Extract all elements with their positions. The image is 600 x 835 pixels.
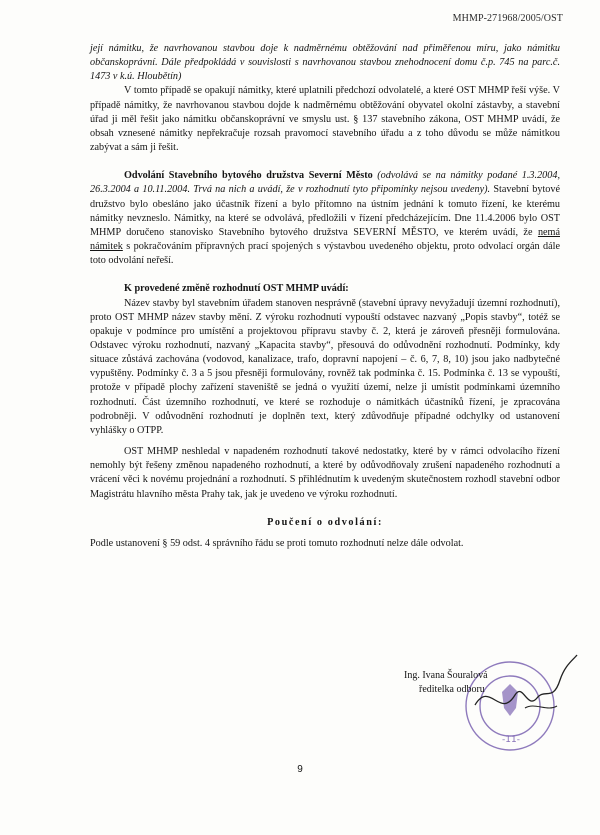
appeal-instructions-text: Podle ustanovení § 59 odst. 4 správního řádu se proti tomuto rozhodnutí nelze dále odvolat. bbox=[90, 537, 464, 549]
signatory-title: ředitelka odboru bbox=[419, 684, 485, 695]
page-number: 9 bbox=[297, 764, 303, 775]
changes-heading: K provedené změně rozhodnutí OST MHMP uvádí: bbox=[124, 283, 349, 295]
appeal-instructions-heading: Poučení o odvolání: bbox=[267, 516, 383, 528]
sbd-no-objections: nemá námitek bbox=[90, 226, 560, 253]
sbd-appeal-heading: Odvolání Stavebního bytového družstva Severní Město bbox=[124, 170, 373, 182]
document-body bbox=[90, 42, 560, 551]
paragraph-repeated-objections: V tomto případě se opakují námitky, které uplatnili předchozí odvolatelé, a které OST MHMP řeší výše. V případě námitky, že navrhovanou stavbou dojde k nadměrnému obtěžování obyvatel okolní zástavby, a stavební úřad ji měl řešit jako námitku občanskoprávní ve smyslu ust. § 137 stavebního zákona, OST MHMP uvádí, že obsah vznesené námitky nepřekračuje rozsah pravomocí stavebního úřadu a z toho důvodu se může námitkou zabývat a sám ji řešit. bbox=[90, 85, 560, 154]
signatory-name: Ing. Ivana Šouralová bbox=[404, 670, 488, 681]
paragraph-conclusion: OST MHMP neshledal v napadeném rozhodnutí takové nedostatky, které by v rámci odvolacího řízení nemohly být řešeny změnou napadeného rozhodnutí, a které by odůvodňovaly zrušení napadeného rozhodnutí a vrácení věci k novému projednání a rozhodnutí. S přihlédnutím k uvedeným skutečnostem rozhodl stavební odbor Magistrátu hlavního města Prahy tak, jak je uvedeno ve výroku rozhodnutí. bbox=[90, 446, 560, 500]
paragraph-sbd-appeal bbox=[90, 169, 560, 268]
stamp-number: -11- bbox=[502, 735, 520, 745]
document-reference: MHMP-271968/2005/OST bbox=[452, 13, 563, 24]
sbd-appeal-text: Stavební bytové družstvo bylo obesláno jako účastník řízení a bylo přítomno na ústním jednání k tomuto řízení, ke kterému námitky nevzneslo. Námitky, na které se odvolává, předložili v řízení předcházejícím. Dne 11.4.2006 bylo OST MHMP doručeno stanovisko Stavebního bytového družstva SEVERNÍ MĚSTO, ve kterém uvádí, že bbox=[90, 184, 560, 238]
sbd-appeal-end: s pokračováním přípravných prací spojených s výstavbou uvedeného objektu, proto odvolací orgán dále toto odvolání neřeší. bbox=[90, 241, 560, 267]
paragraph-changes: Název stavby byl stavebním úřadem stanoven nesprávně (stavební úpravy nevyžadují územní rozhodnutí), proto OST MHMP název stavby mění. Z výroku rozhodnutí vypouští odstavec nazvaný „Popis stavby“, totéž se opakuje v podmínce pro umístění a projektovou přípravu stavby č. 2, která je zároveň přesněji formulována. Odstavec výroku rozhodnutí, nazvaný „Kapacita stavby“, přesouvá do odůvodnění rozhodnutí. Podmínky, kdy situace zůstává zachována (vodovod, kanalizace, trafo, dopravní napojení – č. 6, 7, 8, 10) jsou jako nadbytečné vypuštěny. Podmínky č. 3 a 5 jsou přesněji formulovány, rovněž tak podmínka č. 15. Podmínka č. 13 se vypouští, protože v případě plochy zařízení staveniště se jedná o využití území, nelze ji umístit podmínkami územního rozhodnutí. Část územního rozhodnutí, ve které se rozhoduje o námitkách účastníků řízení, je zpracována podrobněji. V odůvodnění rozhodnutí je doplněn text, který zdůvodňuje případné odchylky od ustanovení vyhlášky o OTPP. bbox=[90, 297, 560, 436]
signature-block bbox=[404, 669, 488, 697]
sbd-appeal-note: (odvolává se na námitky podané 1.3.2004, 26.3.2004 a 10.11.2004. Trvá na nich a uvádí, že v rozhodnutí tyto připomínky nejsou uvedeny). bbox=[90, 170, 560, 196]
intro-paragraph: její námitku, že navrhovanou stavbou doje k nadměrnému obtěžování nad přiměřenou míru, jako námitku občanskoprávní. Dále předpokládá v souvislosti s navrhovanou stavbou znehodnocení domu č.p. 745 na parc.č. 1473 v k.ú. Hloubětín) bbox=[90, 43, 560, 83]
